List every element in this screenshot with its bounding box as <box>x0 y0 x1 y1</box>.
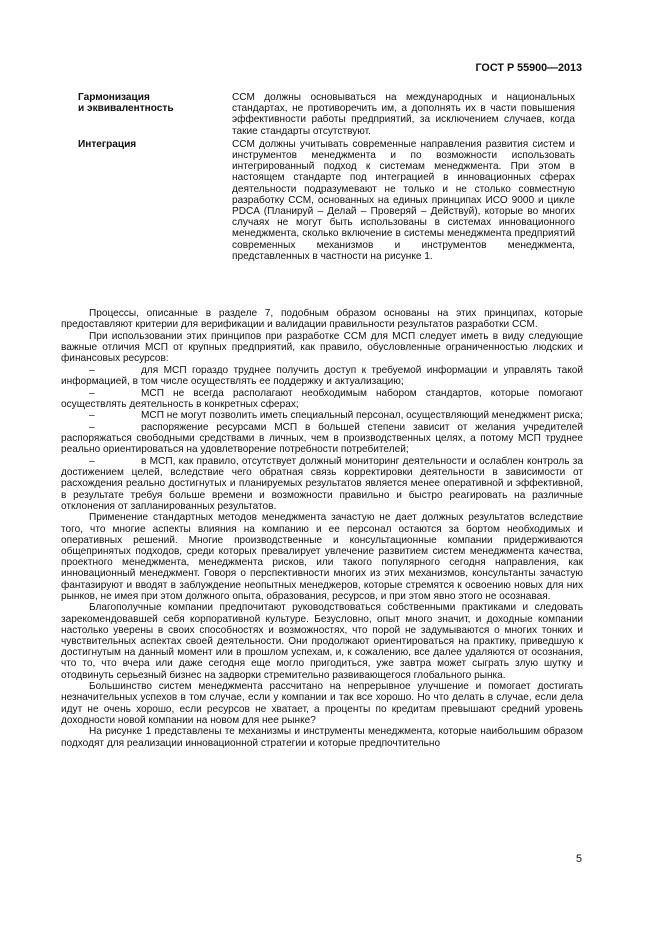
list-dash: – <box>89 364 95 376</box>
page-number: 5 <box>575 853 582 865</box>
list-dash: – <box>89 455 95 467</box>
definitions-table <box>78 92 583 264</box>
list-item-text: в МСП, как правило, отсутствует должный мониторинг деятельности и ослаблен контроль за достижением целей, вследствие чего обратная связь корректировки деятельности в зависимости от расхождения реально достигнутых и планируемых результатов является менее оперативной и эффективной, в результате требуя больше времени и возможности правильно и быстро реагировать на различные отклонения от запланированных результатов. <box>61 455 583 512</box>
list-dash: – <box>89 410 95 422</box>
list-item <box>61 410 583 421</box>
list-item-text: МСП не всегда располагают необходимым набором стандартов, которые помогают осуществлять деятельность в конкретных сферах; <box>61 387 583 410</box>
document-header: ГОСТ Р 55900—2013 <box>475 62 582 74</box>
paragraph: На рисунке 1 представлены те механизмы и инструменты менеджмента, которые наибольшим образом подходят для реализации инновационной стратегии и которые предпочтительно <box>61 726 583 749</box>
paragraph: Применение стандартных методов менеджмента зачастую не дает должных результатов вследствие того, что многие аспекты влияния на компанию и ее персонал остаются за бортом необходимых и оперативных решений. Многие производственные и консультационные компании придерживаются общепринятых подходов, среди которых превалирует увлечение развитием систем менеджмента качества, проектного менеджмента, менеджмента рисков, или такого популярного сегодня направления, как инновационный менеджмент. Говоря о перспективности многих из этих механизмов, консультанты зачастую фантазируют и вводят в заблуждение неопытных менеджеров, которые стремятся к освоению новых для них рынков, не имея при этом должного опыта, образования, ресурсов, и при этом явно этого не осознавая. <box>61 512 583 602</box>
paragraph: При использовании этих принципов при разработке ССМ для МСП следует иметь в виду следующие важные отличия МСП от крупных предприятий, как правило, обусловленные ограниченностью людских и финансовых ресурсов: <box>61 330 583 365</box>
body-text <box>61 308 583 749</box>
definition-row <box>78 139 583 262</box>
list-item-text: МСП не могут позволить иметь специальный персонал, осуществляющий менеджмент риска; <box>141 410 583 422</box>
paragraph: Процессы, описанные в разделе 7, подобным образом основаны на этих принципах, которые предоставляют критерии для верификации и валидации правильности результатов разработки ССМ. <box>61 308 583 331</box>
list-item <box>61 422 583 456</box>
paragraph: Благополучные компании предпочитают руководствоваться собственными практиками и следовать зарекомендовавшей себя корпоративной культуре. Безусловно, опыт много значит, и доходные компании настолько уверены в своих способностях и возможностях, что порой не задумываются о многих тонких и чувствительных аспектах своей деятельности. Они продолжают ориентироваться на практику, приведшую к достигнутым на данный момент или в прошлом успехам, и, к сожалению, все далее удаляются от осознания, что то, что вчера или даже сегодня еще могло пригодиться, уже завтра может сыграть злую шутку и отодвинуть серьезный бизнес на задворки стремительно развивающегося глобального рынка. <box>61 602 583 681</box>
paragraph: Большинство систем менеджмента рассчитано на непрерывное улучшение и помогает достигать незначительных успехов в том случае, если у компании и так все хорошо. Но что делать в случае, если дела идут не очень хорошо, если ресурсов не хватает, а проценты по кредитам превышают средний уровень доходности новой компании на новом для нее рынке? <box>61 681 583 726</box>
list-dash: – <box>89 387 95 399</box>
definition-term: Гармонизация и эквивалентность <box>78 92 174 115</box>
list-dash: – <box>89 421 95 433</box>
list-item <box>61 365 583 387</box>
list-item-text: распоряжение ресурсами МСП в большей степени зависит от желания учредителей распоряжаться свободными средствами в личных, чем в производственных целях, а потому МСП труднее реально ориентироваться на удовлетворение потребности потребителей; <box>61 421 583 456</box>
list-item <box>61 456 583 512</box>
definition-term: Интеграция <box>78 138 137 150</box>
list-item-text: для МСП гораздо труднее получить доступ к требуемой информации и управлять такой информацией, в том числе осуществлять ее поддержку и актуализацию; <box>61 364 583 387</box>
definition-row <box>78 92 583 137</box>
definition-text: ССМ должны основываться на международных и национальных стандартах, не противоречить им, а дополнять их в части повышения эффективности работы предприятий, за исключением случаев, когда такие стандарты отсутствуют. <box>232 92 575 137</box>
list-item <box>61 388 583 410</box>
definition-text: ССМ должны учитывать современные направления развития систем и инструментов менеджмента и по возможности использовать интегрированный подход к системам менеджмента. При этом в настоящем стандарте под интеграцией в инновационных сферах деятельности подразумевают не только и не столько совместную разработку ССМ, основанных на единых принципах ИСО 9000 и цикле PDCA (Планируй – Делай – Проверяй – Действуй), которые во многих случаях не могут быть использованы в системах инновационного менеджмента, сколько включение в системы менеджмента предприятий современных механизмов и инструментов менеджмента, представленных в частности на рисунке 1. <box>232 138 575 262</box>
